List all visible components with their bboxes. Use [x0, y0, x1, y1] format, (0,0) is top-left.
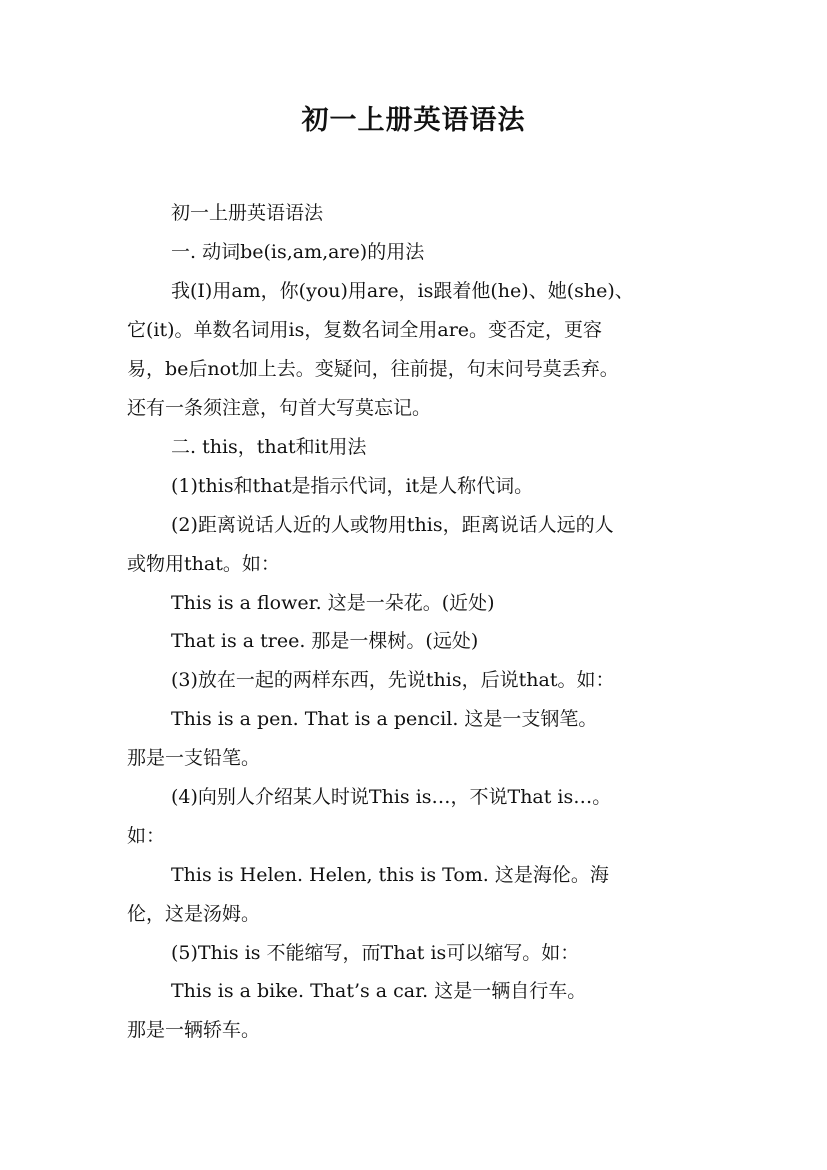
paragraph-line: 它(it)。单数名词用is，复数名词全用are。变否定，更容 [127, 319, 603, 341]
paragraph-line: 还有一条须注意，句首大写莫忘记。 [127, 397, 432, 419]
example-line: 那是一支铅笔。 [127, 747, 261, 769]
section-heading-this-that: 二. this，that和it用法 [171, 436, 367, 458]
paragraph-line: 如： [127, 825, 166, 847]
example-line: This is a pen. That is a pencil. 这是一支钢笔。 [171, 708, 598, 730]
paragraph-line: 我(I)用am，你(you)用are，is跟着他(he)、她(she)、 [171, 280, 634, 302]
example-line: This is a flower. 这是一朵花。(近处) [171, 592, 495, 614]
paragraph-line: (3)放在一起的两样东西，先说this，后说that。如： [171, 669, 615, 691]
example-line: 伦，这是汤姆。 [127, 903, 261, 925]
example-line: This is a bike. That’s a car. 这是一辆自行车。 [171, 980, 587, 1002]
paragraph-line: (2)距离说话人近的人或物用this，距离说话人远的人 [171, 514, 614, 536]
document-title: 初一上册英语语法 [301, 105, 526, 136]
section-heading-be: 一. 动词be(is,am,are)的用法 [171, 241, 425, 263]
paragraph-line: (1)this和that是指示代词，it是人称代词。 [171, 475, 534, 497]
paragraph-line: 或物用that。如： [127, 553, 280, 575]
example-line: This is Helen. Helen, this is Tom. 这是海伦。海 [171, 864, 609, 886]
example-line: That is a tree. 那是一棵树。(远处) [171, 630, 479, 652]
paragraph-line: 易，be后not加上去。变疑问，往前提，句末问号莫丢弃。 [127, 358, 619, 380]
example-line: 那是一辆轿车。 [127, 1019, 261, 1041]
paragraph-line: (4)向别人介绍某人时说This is…，不说That is…。 [171, 786, 612, 808]
paragraph-line: (5)This is 不能缩写，而That is可以缩写。如： [171, 942, 580, 964]
subtitle-line: 初一上册英语语法 [171, 202, 324, 224]
